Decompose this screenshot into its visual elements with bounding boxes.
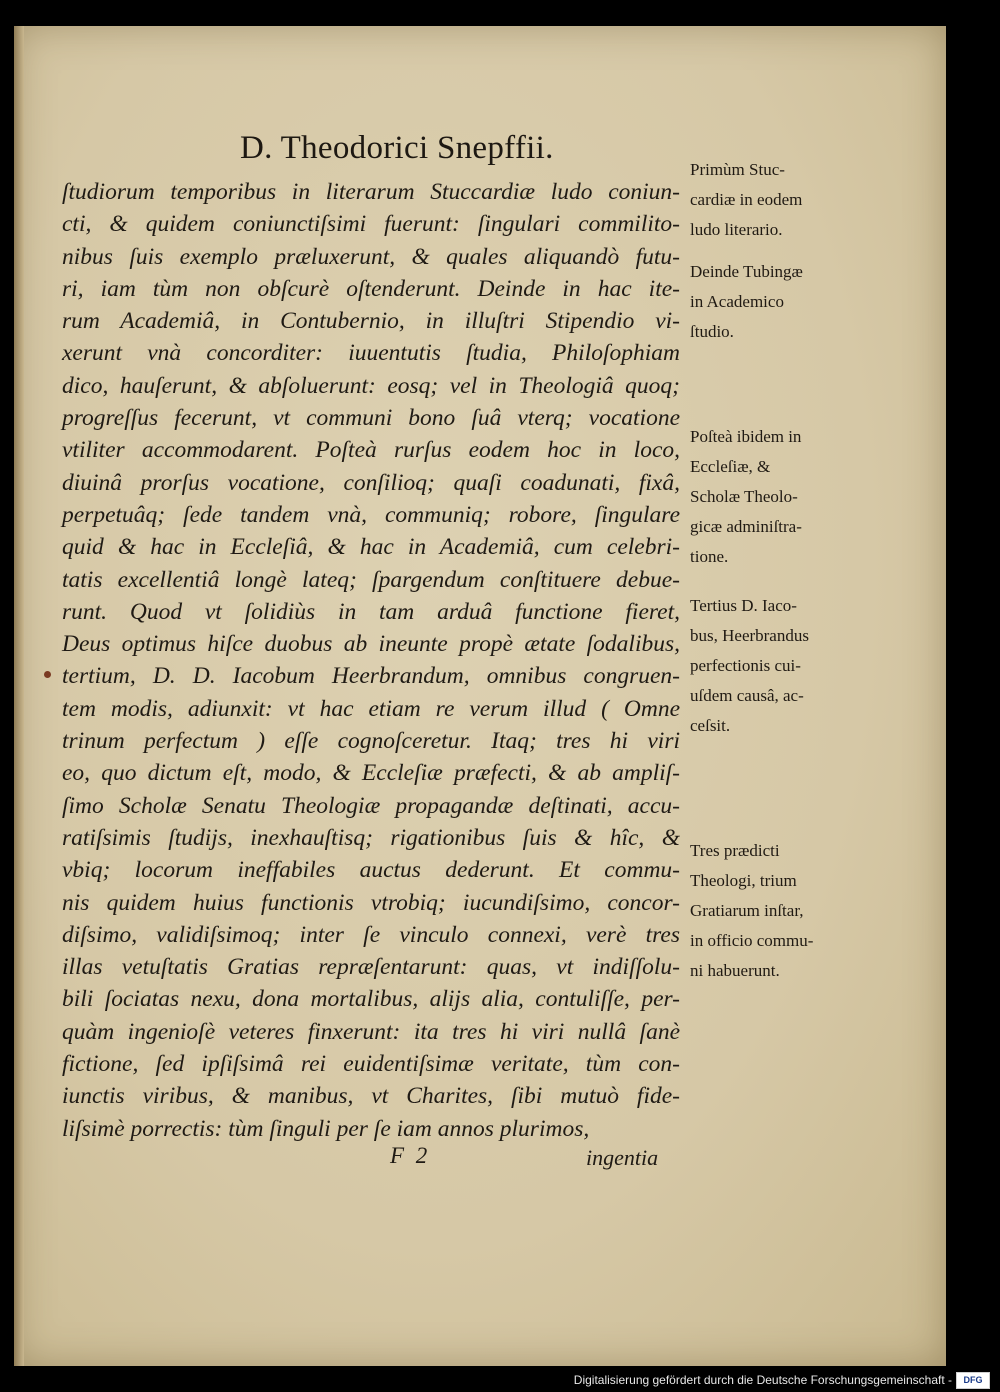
text-line: nibus ſuis exemplo præluxerunt, & quales aliquandò futu- <box>62 243 680 270</box>
text-line: cti, & quidem coniunctiſsimi fuerunt: ſingulari commilito- <box>62 211 680 238</box>
margin-note-heerbrand <box>690 591 809 741</box>
text-line: vbiq; locorum ineffabiles auctus dederunt. Et commu- <box>62 857 680 884</box>
margin-note-line: ſtudio. <box>690 322 734 341</box>
margin-note-line: Theologi, trium <box>690 871 797 890</box>
margin-note-first-school <box>690 155 802 245</box>
text-line: vtiliter accommodarent. Poſteà rurſus eodem hoc in loco, <box>62 437 680 464</box>
text-line: tem modis, adiunxit: vt hac etiam re verum illud ( Omne <box>62 695 680 722</box>
text-line: quid & hac in Eccleſiâ, & hac in Academiâ, cum celebri- <box>62 534 680 561</box>
signature-mark: F 2 <box>390 1143 431 1168</box>
text-line: perpetuâq; ſede tandem vnà, communiq; robore, ſingulare <box>62 501 680 528</box>
margin-note-line: in Academico <box>690 292 784 311</box>
margin-note-line: ni habuerunt. <box>690 961 780 980</box>
text-line: ri, iam tùm non obſcurè oſtenderunt. Deinde in hac ite- <box>62 275 680 302</box>
text-line: fictione, ſed ipſiſsimâ rei euidentiſsimæ veritate, tùm con- <box>62 1051 680 1078</box>
margin-note-line: gicæ adminiſtra- <box>690 517 802 536</box>
text-line: progreſſus fecerunt, vt communi bono ſuâ vterq; vocatione <box>62 405 680 432</box>
margin-note-line: perfectionis cui- <box>690 656 801 675</box>
catchword: ingentia <box>586 1145 659 1170</box>
text-line: dico, hauſerunt, & abſoluerunt: eosq; vel in Theologiâ quoq; <box>62 372 680 399</box>
funding-notice: Digitalisierung gefördert durch die Deutsche Forschungsgemeinschaft - <box>573 1373 952 1387</box>
text-line: runt. Quod vt ſolidiùs in tam arduâ functione fieret, <box>62 598 680 625</box>
text-line: rum Academiâ, in Contubernio, in illuſtri Stipendio vi- <box>62 308 680 335</box>
text-line: nis quidem huius functionis vtrobiq; iucundiſsimo, concor- <box>62 889 680 916</box>
text-line: tertium, D. D. Iacobum Heerbrandum, omnibus congruen- <box>62 663 680 690</box>
text-line: diſsimo, validiſsimoq; inter ſe vinculo connexi, verè tres <box>62 921 680 948</box>
margin-note-line: tione. <box>690 547 729 566</box>
text-line: ratiſsimis ſtudijs, inexhauſtisq; rigationibus ſuis & hîc, & <box>62 824 680 851</box>
body-text <box>54 176 694 1145</box>
margin-note-line: ceſsit. <box>690 716 731 735</box>
margin-note-tubingen <box>690 257 803 347</box>
margin-note-church-school <box>690 422 802 572</box>
margin-note-line: Primùm Stuc- <box>690 160 785 179</box>
margin-note-line: Tertius D. Iaco- <box>690 596 797 615</box>
ink-mark <box>44 671 51 678</box>
text-line: eo, quo dictum eſt, modo, & Eccleſiæ præfecti, & ab ampliſ- <box>62 760 680 787</box>
text-line: ſimo Scholæ Senatu Theologiæ propagandæ deſtinati, accu- <box>62 792 680 819</box>
margin-note-line: Eccleſiæ, & <box>690 457 771 476</box>
margin-note-line: in officio commu- <box>690 931 814 950</box>
text-line: tatis excellentiâ longè lateq; ſpargendum conſtituere debue- <box>62 566 680 593</box>
page-edge <box>14 26 24 1366</box>
margin-note-line: ludo literario. <box>690 220 783 239</box>
margin-note-line: Poſteà ibidem in <box>690 427 802 446</box>
margin-note-line: Scholæ Theolo- <box>690 487 798 506</box>
margin-note-line: cardiæ in eodem <box>690 190 803 209</box>
text-line: xerunt vnà concorditer: iuuentutis ſtudia, Philoſophiam <box>62 340 680 367</box>
text-line: ſtudiorum temporibus in literarum Stuccardiæ ludo coniun- <box>62 179 680 205</box>
margin-note-line: bus, Heerbrandus <box>690 626 809 645</box>
text-line: Deus optimus hiſce duobus ab ineunte propè ætate ſodalibus, <box>62 631 680 658</box>
text-line: diuinâ prorſus vocatione, conſilioq; quaſi coadunati, fixâ, <box>62 469 680 496</box>
margin-note-line: Gratiarum inſtar, <box>690 901 804 920</box>
text-line: illas vetuſtatis Gratias repræſentarunt: quas, vt indiſſolu- <box>62 954 680 981</box>
text-line: trinum perfectum ) eſſe cognoſceretur. Itaq; tres hi viri <box>62 728 680 755</box>
text-line: iunctis viribus, & manibus, vt Charites, ſibi mutuò fide- <box>62 1083 680 1110</box>
running-head: D. Theodorici Snepffii. <box>240 130 554 166</box>
footer-bar <box>0 1368 1000 1392</box>
margin-note-line: uſdem causâ, ac- <box>690 686 804 705</box>
margin-note-line: Tres prædicti <box>690 841 780 860</box>
margin-note-line: Deinde Tubingæ <box>690 262 803 281</box>
text-line: bili ſociatas nexu, dona mortalibus, alijs alia, contuliſſe, per- <box>62 986 680 1013</box>
text-line: quàm ingenioſè veteres finxerunt: ita tres hi viri nullâ ſanè <box>62 1018 680 1045</box>
book-page <box>14 26 946 1366</box>
margin-note-three-graces <box>690 836 813 986</box>
dfg-logo[interactable]: DFG <box>956 1372 990 1389</box>
text-line: liſsimè porrectis: tùm ſinguli per ſe iam annos plurimos, <box>62 1115 590 1142</box>
